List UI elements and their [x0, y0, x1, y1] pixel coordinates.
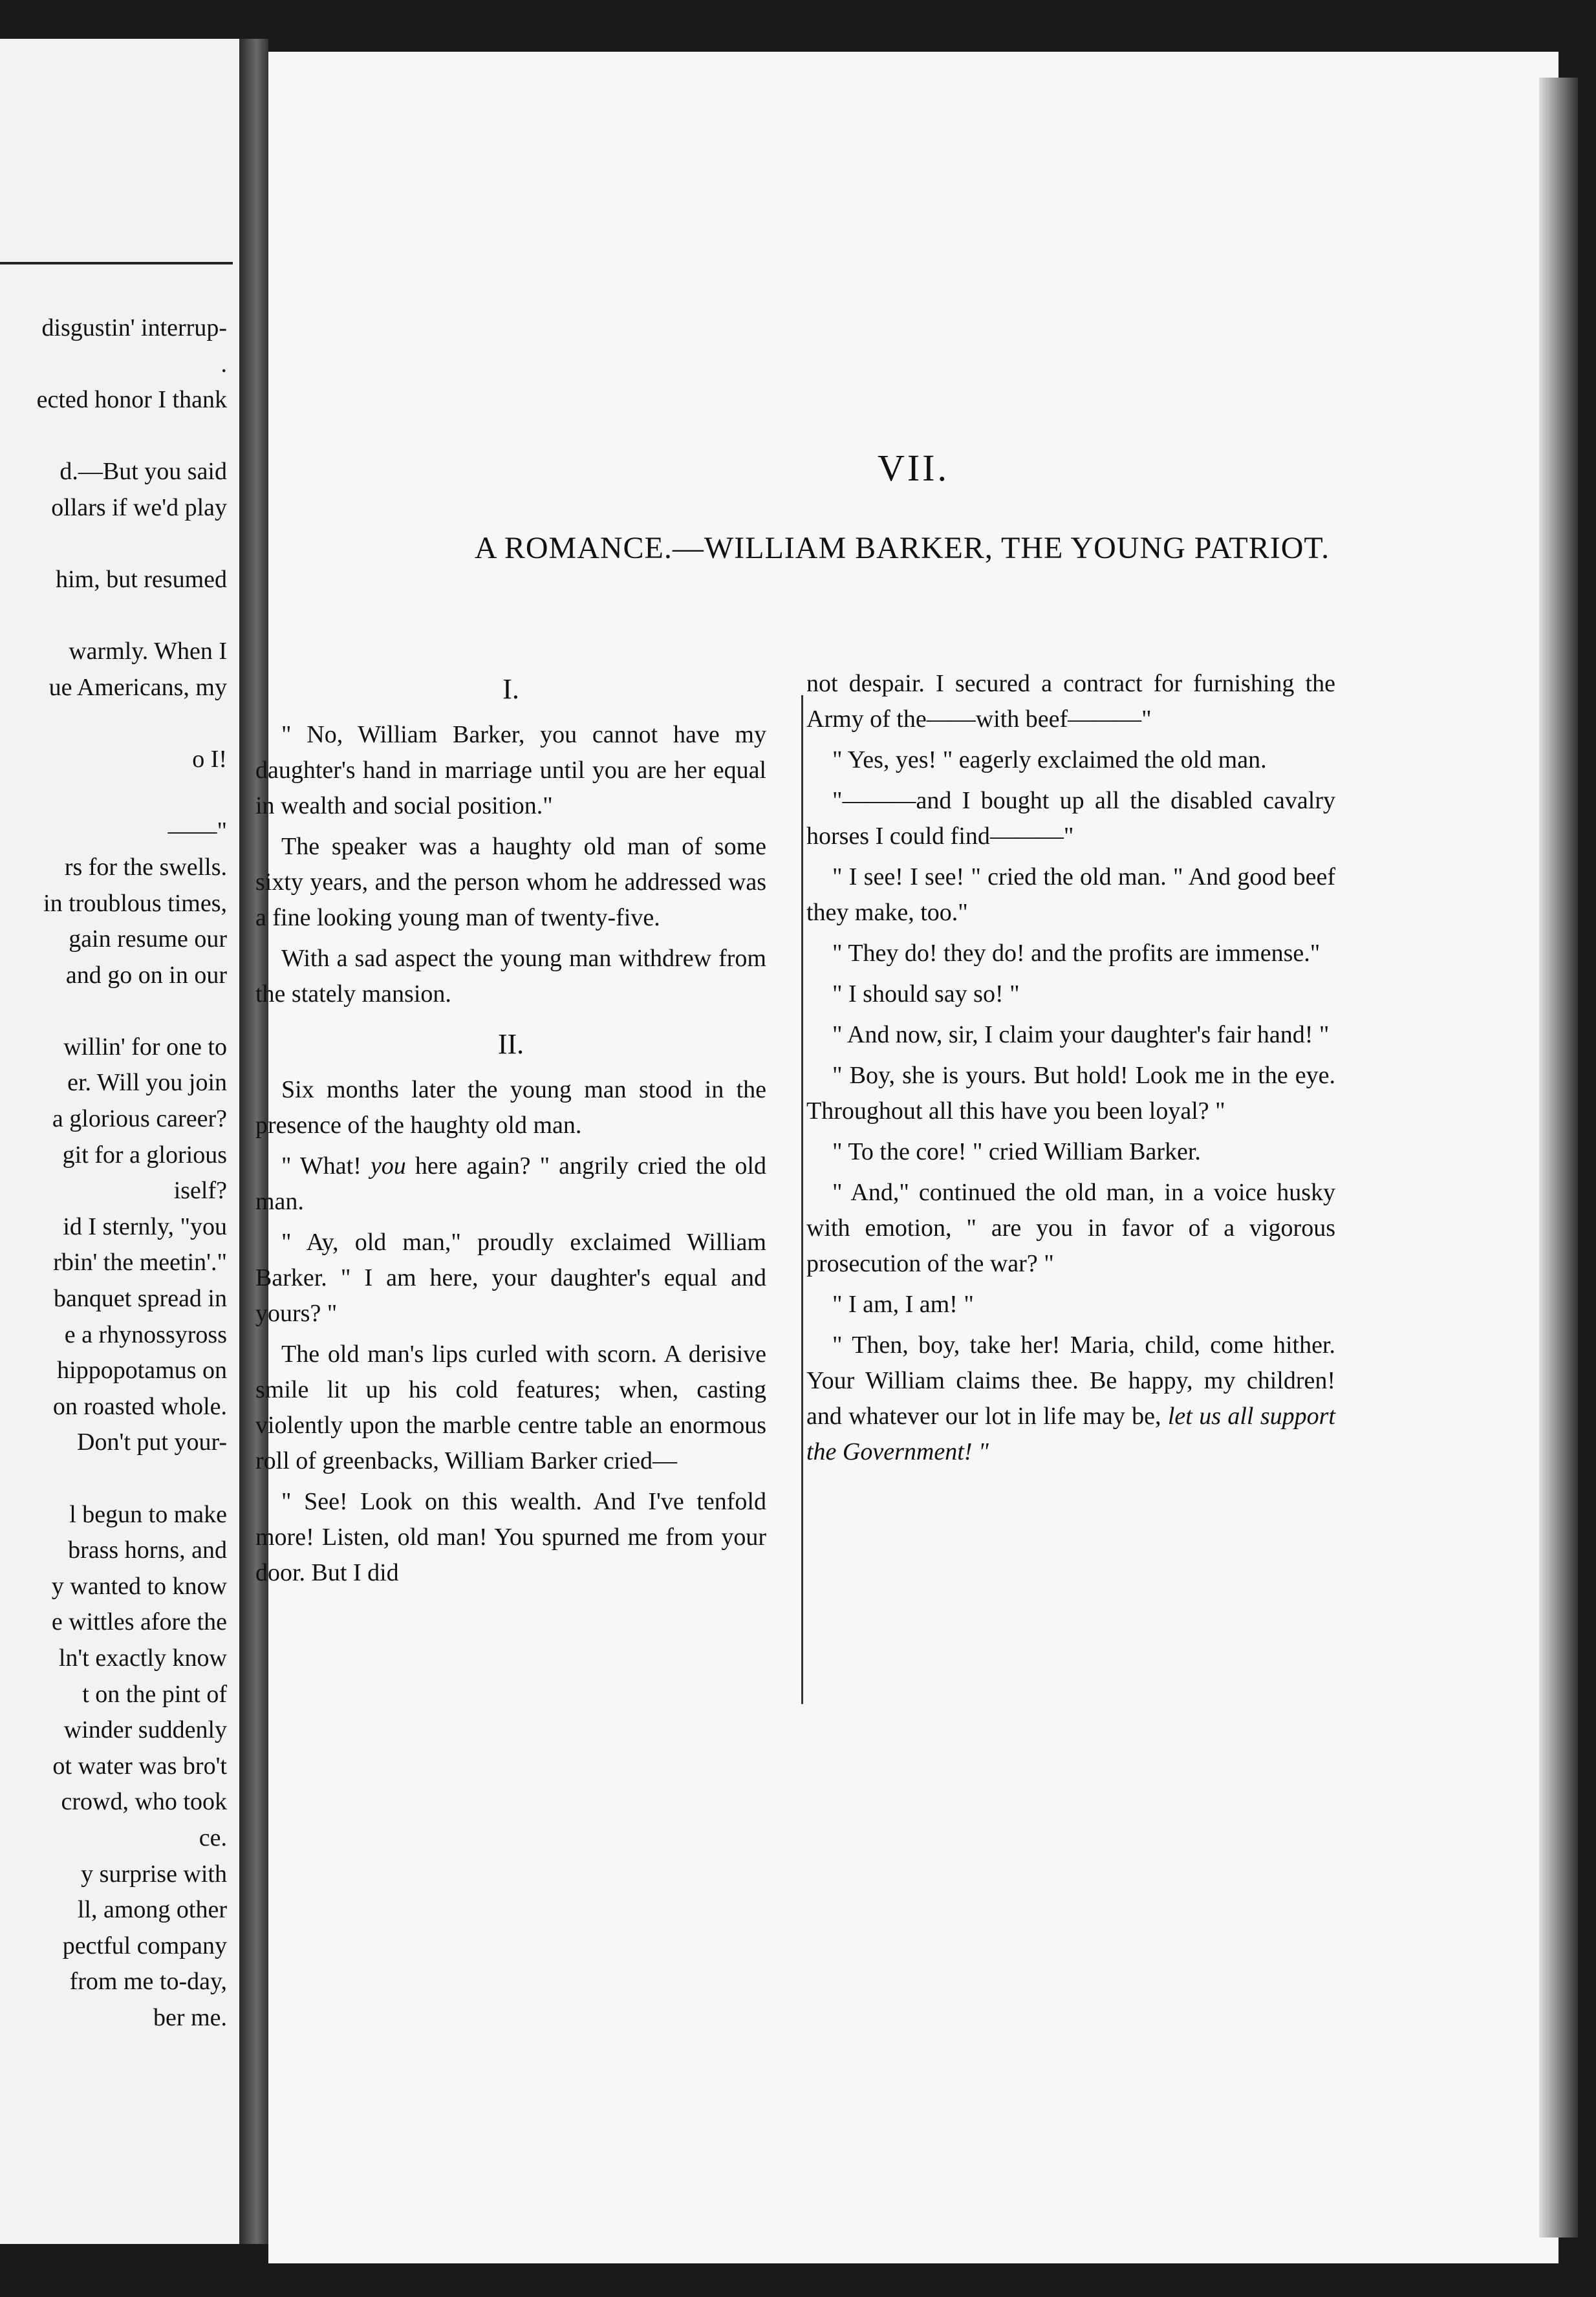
left-page-line: [0, 706, 230, 742]
paragraph: " And now, sir, I claim your daughter's fair hand! ": [832, 1021, 1330, 1048]
left-page-line: warmly. When I: [69, 638, 227, 665]
left-page: [0, 39, 239, 2244]
paragraph: " They do! they do! and the profits are immense.": [832, 940, 1321, 967]
left-page-line: [0, 418, 230, 455]
left-page-line: ot water was bro't: [52, 1752, 227, 1780]
left-page-line: id I sternly, "you: [63, 1213, 227, 1240]
left-page-line: .: [221, 350, 227, 378]
left-page-line: ll, among other: [77, 1896, 227, 1924]
left-column: [255, 666, 786, 1596]
left-page-line: on roasted whole.: [52, 1392, 227, 1420]
paragraph: With a sad aspect the young man withdrew from the stately mansion.: [255, 945, 766, 1008]
column-divider: [801, 695, 803, 1704]
text-span: " What!: [281, 1152, 371, 1180]
paragraph: Six months later the young man stood in the presence of the haughty old man.: [255, 1076, 766, 1139]
paragraph: " And," continued the old man, in a voice husky with emotion, " are you in favor of a vigorous prosecution of the war? ": [806, 1179, 1335, 1277]
left-page-line: t on the pint of: [82, 1680, 227, 1708]
left-page-line: l begun to make: [69, 1500, 227, 1528]
chapter-title: A ROMANCE.—WILLIAM BARKER, THE YOUNG PATRIOT.: [474, 531, 1330, 565]
paragraph: " I am, I am! ": [832, 1291, 974, 1318]
left-page-line: him, but resumed: [56, 566, 227, 594]
left-page-line: ected honor I thank: [36, 386, 227, 414]
right-page: [255, 52, 1558, 2263]
left-page-line: [0, 598, 230, 634]
left-page-line: ce.: [199, 1824, 227, 1851]
left-page-line: rs for the swells.: [64, 853, 227, 881]
left-page-line: winder suddenly: [63, 1716, 227, 1744]
left-page-line: banquet spread in: [53, 1285, 227, 1313]
left-page-line: brass horns, and: [68, 1537, 227, 1564]
paragraph: " No, William Barker, you cannot have my daughter's hand in marriage until you are her equal in wealth and social position.": [255, 721, 766, 819]
paragraph: [255, 1148, 766, 1220]
paragraph: " Yes, yes! " eagerly exclaimed the old man.: [832, 746, 1267, 773]
left-page-line: willin' for one to: [63, 1033, 227, 1061]
left-page-line: [0, 1461, 230, 1497]
left-page-line: from me to-day,: [69, 1968, 227, 1996]
paragraph: " See! Look on this wealth. And I've tenfold more! Listen, old man! You spurned me from your door. But I did: [255, 1488, 766, 1586]
left-page-line: e a rhynossyross: [64, 1321, 227, 1348]
text-span: " Then, boy, take her! Maria, child, come hither. Your William claims thee. Be happy, my children! and whatever our lot in life may be,: [806, 1332, 1335, 1430]
left-page-line: and go on in our: [65, 961, 227, 989]
left-page-line: y surprise with: [81, 1860, 227, 1888]
section-heading-1: I.: [502, 673, 519, 705]
left-page-line: [0, 778, 230, 814]
chapter-number: VII.: [877, 447, 949, 489]
left-page-line: iself?: [173, 1177, 227, 1205]
paragraph: " To the core! " cried William Barker.: [832, 1138, 1201, 1165]
left-page-line: ollars if we'd play: [51, 493, 227, 521]
paragraph: " Ay, old man," proudly exclaimed William Barker. " I am here, your daughter's equal and yours? ": [255, 1229, 766, 1327]
left-page-line: [0, 993, 230, 1030]
italic-text: let us all support the Government! ": [806, 1403, 1335, 1465]
paragraph: " I should say so! ": [832, 980, 1020, 1008]
left-page-line: y wanted to know: [51, 1572, 227, 1600]
left-page-line: ——": [167, 817, 227, 845]
left-page-line: [0, 526, 230, 563]
left-page-line: er. Will you join: [67, 1069, 227, 1097]
italic-text: you: [370, 1152, 406, 1180]
left-page-line: crowd, who took: [61, 1788, 227, 1816]
left-page-line: rbin' the meetin'.": [53, 1249, 227, 1277]
text-span: here again? " angrily cried the old man.: [255, 1152, 766, 1215]
right-column: [806, 666, 1335, 1475]
left-page-line: pectful company: [62, 1932, 227, 1959]
section-heading-2: II.: [497, 1028, 524, 1060]
left-page-line: a glorious career?: [52, 1105, 227, 1133]
paragraph: " I see! I see! " cried the old man. " And good beef they make, too.": [806, 863, 1335, 926]
left-page-line: Don't put your-: [77, 1429, 227, 1456]
left-page-line: o I!: [192, 746, 227, 773]
paragraph: [806, 1328, 1335, 1470]
left-page-rule: [0, 262, 233, 264]
left-page-line: e wittles afore the: [51, 1608, 227, 1636]
left-page-line: ue Americans, my: [49, 673, 227, 701]
left-page-line: disgustin' interrup-: [41, 314, 227, 341]
left-page-line: d.—But you said: [59, 458, 227, 486]
paragraph: "———and I bought up all the disabled cavalry horses I could find———": [806, 787, 1335, 850]
paragraph: " Boy, she is yours. But hold! Look me in the eye. Throughout all this have you been loyal? ": [806, 1062, 1335, 1125]
left-page-line: ber me.: [153, 2003, 227, 2031]
page-edge: [1539, 78, 1578, 2238]
left-page-line: hippopotamus on: [57, 1357, 227, 1385]
left-page-line: git for a glorious: [62, 1141, 227, 1169]
left-page-text: [0, 310, 230, 2036]
left-page-line: ln't exactly know: [58, 1644, 227, 1672]
paragraph: The speaker was a haughty old man of some sixty years, and the person whom he addressed was a fine looking young man of twenty-five.: [255, 833, 766, 931]
paragraph: not despair. I secured a contract for furnishing the Army of the——with beef———": [806, 670, 1335, 733]
left-page-line: gain resume our: [69, 925, 227, 953]
left-page-line: in troublous times,: [43, 889, 227, 917]
paragraph: The old man's lips curled with scorn. A derisive smile lit up his cold features; when, casting violently upon the marble centre table an enormous roll of greenbacks, William Barker cried—: [255, 1341, 766, 1474]
